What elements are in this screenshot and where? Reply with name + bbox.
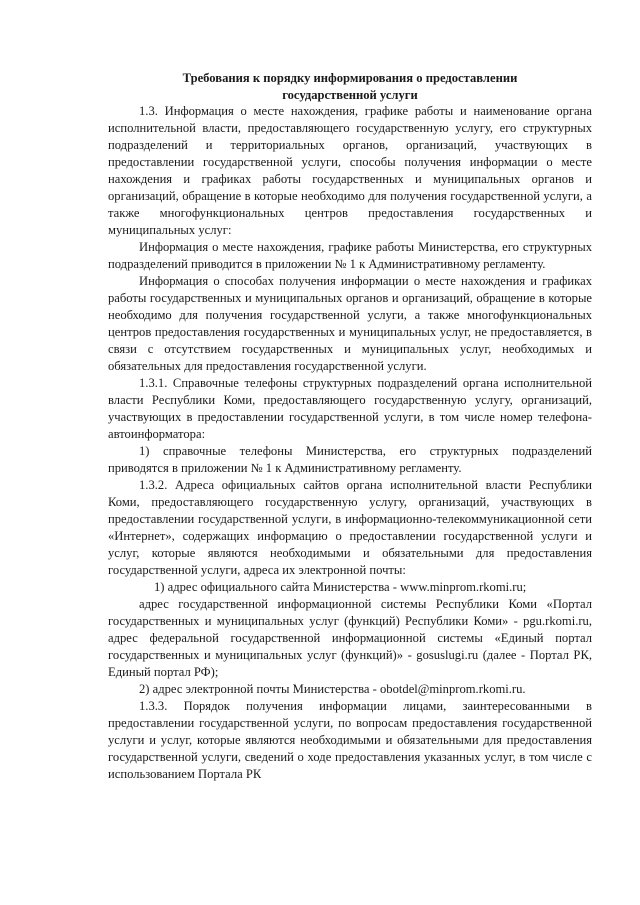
paragraph-1-3-3: 1.3.3. Порядок получения информации лицами, заинтересованными в предоставлении государственной услуги, по вопросам предоставления государственной услуги и услуг, которые являются необходимыми и обязательными для предоставления государственной услуги, сведений о ходе предоставления указанных услуг, в том числе с использованием Портала РК [108,699,592,781]
document-title [108,70,592,103]
paragraph-1-3: 1.3. Информация о месте нахождения, графике работы и наименование органа исполнительной власти, предоставляющего государственную услугу, его структурных подразделений и территориальных органов, организаций, участвующих в предоставлении государственной услуги, способы получения информации о месте нахождения и графиках работы государственных и муниципальных органов и организаций, обращение в которые необходимо для получения государственной услуги, а также многофункциональных центров предоставления государственных и муниципальных услуг: [108,104,592,237]
paragraph-portals: адрес государственной информационной системы Республики Коми «Портал государственных и муниципальных услуг (функций) Республики Коми» - pgu.rkomi.ru, адрес федеральной государственной информационной системы «Единый портал государственных и муниципальных услуг (функций)» - gosuslugi.ru (далее - Портал РК, Единый портал РФ); [108,597,592,679]
paragraph-1-3-2: 1.3.2. Адреса официальных сайтов органа исполнительной власти Республики Коми, предоставляющего государственную услугу, организаций, участвующих в предоставлении государственной услуги, в информационно-телекоммуникационной сети «Интернет», содержащих информацию о предоставлении государственной услуги и услуг, которые являются необходимыми и обязательными для предоставления государственной услуги, адреса их электронной почты: [108,478,592,577]
paragraph-info-methods: Информация о способах получения информации о месте нахождения и графиках работы государственных и муниципальных органов и организаций, обращение в которые необходимо для получения государственной услуги, а также многофункциональных центров предоставления государственных и муниципальных услуг, не предоставляется, в связи с отсутствием государственных и муниципальных услуг, необходимых и обязательных для предоставления государственной услуги. [108,274,592,373]
title-line-1: Требования к порядку информирования о предоставлении [182,71,518,85]
document-body [108,70,592,783]
paragraph-phones: 1) справочные телефоны Министерства, его структурных подразделений приводятся в приложении № 1 к Административному регламенту. [108,444,592,475]
paragraph-1-3-1: 1.3.1. Справочные телефоны структурных подразделений органа исполнительной власти Республики Коми, предоставляющего государственную услугу, организаций, участвующих в предоставлении государственной услуги, в том числе номер телефона-автоинформатора: [108,376,592,441]
title-line-2: государственной услуги [282,87,418,102]
paragraph-website: 1) адрес официального сайта Министерства - www.minprom.rkomi.ru; [154,580,527,594]
paragraph-email: 2) адрес электронной почты Министерства - obotdel@minprom.rkomi.ru. [139,682,526,696]
paragraph-ministry-location: Информация о месте нахождения, графике работы Министерства, его структурных подразделений приводится в приложении № 1 к Административному регламенту. [108,240,592,271]
